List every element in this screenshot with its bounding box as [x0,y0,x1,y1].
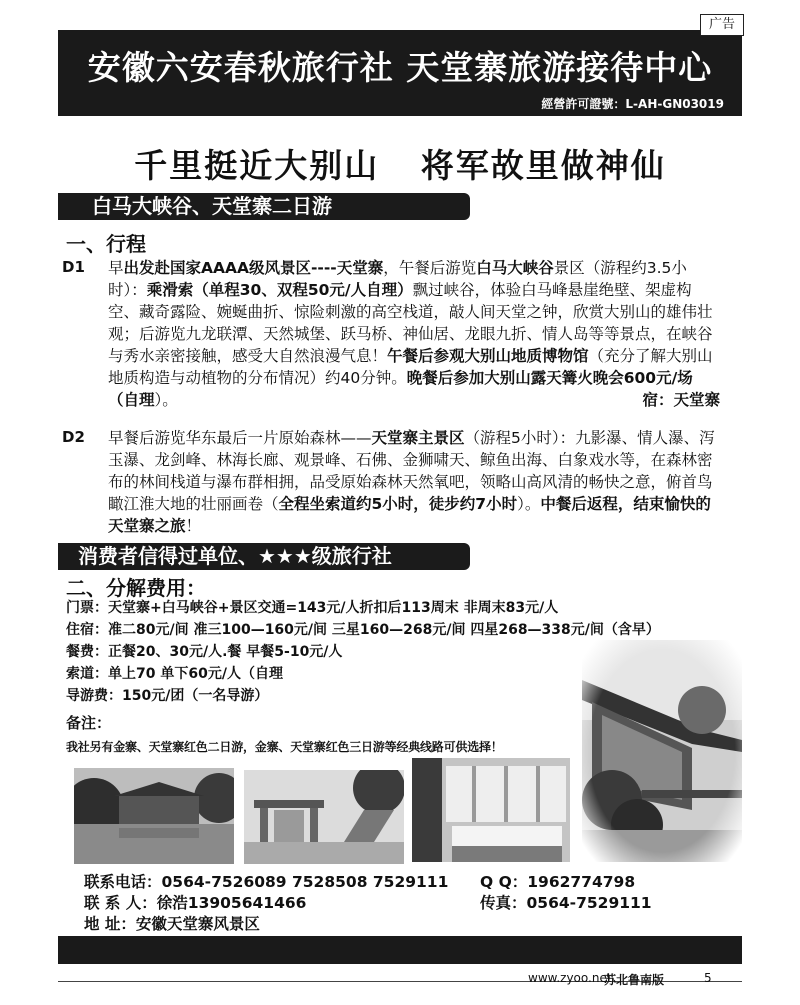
day2-text [108,427,720,537]
notes-text: 我社另有金寨、天堂寨红色二日游，金寨、天堂寨红色三日游等经典线路可供选择！ [66,740,503,754]
day1-text-part: （充分了解大别山地质构造与动植物的分布情况）约40分钟。 [108,347,713,387]
footer-edition: 苏北鲁南版 [604,973,665,987]
ad-tag: 广告 [700,14,744,36]
day1-text-bold: 出发赴国家AAAA级风景区----天堂寨 [123,259,384,277]
fax-line [480,891,652,913]
slogan-left: 千里挺近大别山 [134,146,380,185]
credit-banner: 消费者信得过单位、★★★级旅行社 [58,543,470,570]
contact-phone-line [84,870,448,892]
day1-text-bold: 乘滑索（单程30、双程50元/人自理） [146,281,413,299]
fax-number: 0564-7529111 [526,894,652,912]
fee-row [66,620,660,640]
license-number: 經營許可證號：L-AH-GN03019 [541,97,724,111]
fee-key: 导游费： [66,688,122,704]
fax-label: 传真： [480,894,527,912]
day1-text-bold: 午餐后参观大别山地质博物馆 [387,347,589,365]
day1-text-part: ，午餐后游览 [383,259,477,277]
day1-text-part: 景区（游程约3.5小时）： [108,259,687,299]
tour-banner: 白马大峡谷、天堂寨二日游 [58,193,470,220]
fee-key: 餐费： [66,644,108,660]
footer-site: www.zyoo.net [528,971,612,985]
page-number: 5 [704,971,712,985]
day2-text-part: ）。 [517,495,541,513]
day2-text-part: （游程5小时）：九影瀑、情人瀑、泻玉瀑、龙剑峰、林海长廊、观景峰、石佛、金狮啸天、鲸鱼出海、白象戏水等，在森林密布的林间栈道与瀑布群相拥，品受原始森林天然氧吧，领略山高风清的畅快之意，俯首鸟瞰江淮大地的壮丽画卷（ [108,429,715,513]
day2-text-bold: 天堂寨主景区 [371,429,465,447]
contact-person-line [84,891,306,913]
address-value: 安徽天堂寨风景区 [135,915,260,933]
fee-key: 索道： [66,666,108,682]
day1-text-bold: 白马大峡谷 [476,259,554,277]
address-label: 地 址： [84,915,136,933]
person-value: 徐浩13905641466 [156,894,307,912]
footer-bar [58,936,742,964]
slogan [0,140,800,187]
fee-row [66,686,268,706]
itinerary-heading: 一、行程 [66,232,146,256]
qq-label: Q Q： [480,873,528,891]
memorial-gate-photo [244,770,404,864]
header-banner [58,30,742,116]
fee-value: 天堂寨+白马峡谷+景区交通=143元/人折扣后113周末 非周末83元/人 [108,600,559,616]
fee-row [66,598,558,618]
pavilion-photo [582,640,742,862]
fee-value: 准二80元/间 准三100—160元/间 三星160—268元/间 四星268—338元/间（含早） [108,622,660,638]
day2-label: D2 [62,428,85,446]
day1-text-part: 早 [108,259,124,277]
qq-line [480,870,635,892]
fee-value: 正餐20、30元/人.餐 早餐5-10元/人 [108,644,343,660]
fee-row [66,642,342,662]
fee-key: 住宿： [66,622,108,638]
day2-text-part: 早餐后游览华东最后一片原始森林—— [108,429,372,447]
person-label: 联 系 人： [84,894,157,912]
day1-text-bold: 晚餐后参加大别山露天篝火晚会600元/场（自理 [108,369,693,409]
day2-text-bold: 中餐后返程，结束愉快的天堂寨之旅 [108,495,711,535]
day2-text-part: ！ [185,517,202,535]
fee-key: 门票： [66,600,108,616]
phone-label: 联系电话： [84,873,162,891]
lakeside-building-photo [74,768,234,864]
day1-stay: 宿：天堂寨 [642,391,720,409]
fees-heading: 二、分解费用： [66,576,206,600]
hotel-room-photo [412,758,570,862]
day1-text-part: 飘过峡谷，体验白马峰悬崖绝壁、架虚构空、藏奇露险、婉蜒曲折、惊险刺激的高空栈道，敲人间天堂之钟，欣赏大别山的雄伟壮观；后游览九龙联潭、天然城堡、跃马桥、神仙居、龙眼九折、情人岛等等景点，在峡谷与秀水亲密接触，感受大自然浪漫气息！ [108,281,713,365]
day1-label: D1 [62,258,85,276]
qq-number: 1962774798 [527,873,636,891]
day1-text [108,257,720,411]
notes-heading: 备注： [66,714,112,732]
agency-title: 安徽六安春秋旅行社 天堂寨旅游接待中心 [87,48,713,87]
day1-text-part: ）。 [154,391,178,409]
fee-value: 单上70 单下60元/人（自理 [108,666,283,682]
address-line [84,912,260,934]
phone-number: 0564-7526089 7528508 7529111 [161,873,449,891]
day2-text-bold: 全程坐索道约5小时，徒步约7小时 [278,495,518,513]
slogan-right: 将军故里做神仙 [420,146,666,185]
fee-value: 150元/团（一名导游） [122,688,269,704]
fee-row [66,664,283,684]
